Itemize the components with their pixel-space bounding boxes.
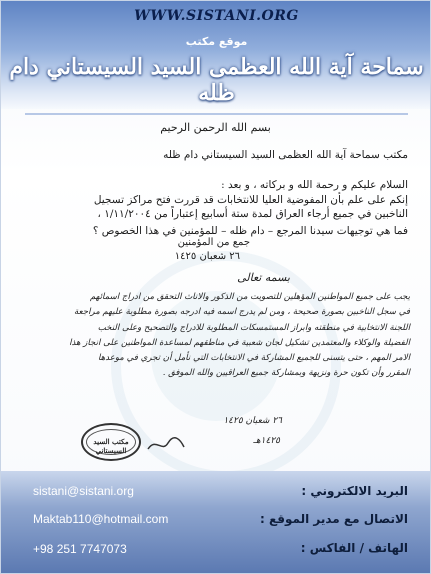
answer-year: ١٤٢٥هـ [253,436,280,446]
site-url[interactable]: WWW.SISTANI.ORG [134,8,299,24]
signature-sender: جمع من المؤمنين [177,237,250,248]
phone-fax-label: الهاتف / الفاكس : [300,541,408,555]
header-divider [25,113,408,115]
header-banner [1,1,431,109]
answer-line: اللجنة الانتخابية في منطقته وابراز المستمسكات المطلوبة للادراج والتصحيح وعلى النخب [97,323,410,333]
manager-email-link[interactable]: Maktab110@hotmail.com [33,512,169,526]
signature-date: ٢٦ شعبان ١٤٢٥ [174,251,240,262]
manager-contact-label: الاتصال مع مدير الموقع : [259,512,408,526]
question-line: الناخبين في جميع أرجاء العراق لمدة ستة أسابيع إعتباراً من ١/١١/٢٠٠٤ ، [97,208,408,220]
email-label: البريد الالكتروني : [301,484,408,498]
question-line: إنكم على علم بأن المفوضية العليا للانتخابات قد قررت فتح مراكز تسجيل [93,194,408,206]
answer-line: في سجل الناخبين بصورة صحيحة ، ومن لم يدرج اسمه فيه ادرجه بصورة مطلوبة عليهم مراجعة [74,307,410,317]
answer-line: الفضيلة والوكلاء والمعتمدين تشكيل لجان شعبية في مناطقهم لمساعدة المواطنين على انجاز هذا [69,338,410,348]
answer-line: يجب على جميع المواطنين المؤهلين للتصويت من الذكور والاناث التحقق من ادراج اسمائهم [89,292,410,302]
addressee: مكتب سماحة آية الله العظمى السيد السيستاني دام ظله [163,149,408,161]
answer-date: ٢٦ شعبان ١٤٢٥ [223,416,282,426]
office-title: سماحة آية الله العظمى السيد السيستاني دام ظله [9,54,424,106]
answer-line: المقرر وأن تكون حرة ونزيهة وبمشاركة جميع العراقيين والله الموفق . [162,368,410,378]
answer-line: الامر المهم ، حتى يتسنى للجميع المشاركة في الانتخابات التي نأمل أن تجري في موعدها [98,353,410,363]
signature-scribble [146,435,186,455]
greeting: السلام عليكم و رحمة الله و بركاته ، و بعد : [221,179,408,191]
answer-title: بسمه تعالى [237,271,290,284]
basmala: بسم الله الرحمن الرحيم [160,121,271,134]
office-label: موقع مكتب [185,35,248,48]
email-link[interactable]: sistani@sistani.org [33,484,134,498]
phone-fax-number: +98 251 7747073 [33,542,127,556]
question-line: فما هي توجيهات سيدنا المرجع – دام ظله – للمؤمنين في هذا الخصوص ؟ [92,225,408,237]
stamp-text: مكتب السيد السيستاني [93,437,129,455]
